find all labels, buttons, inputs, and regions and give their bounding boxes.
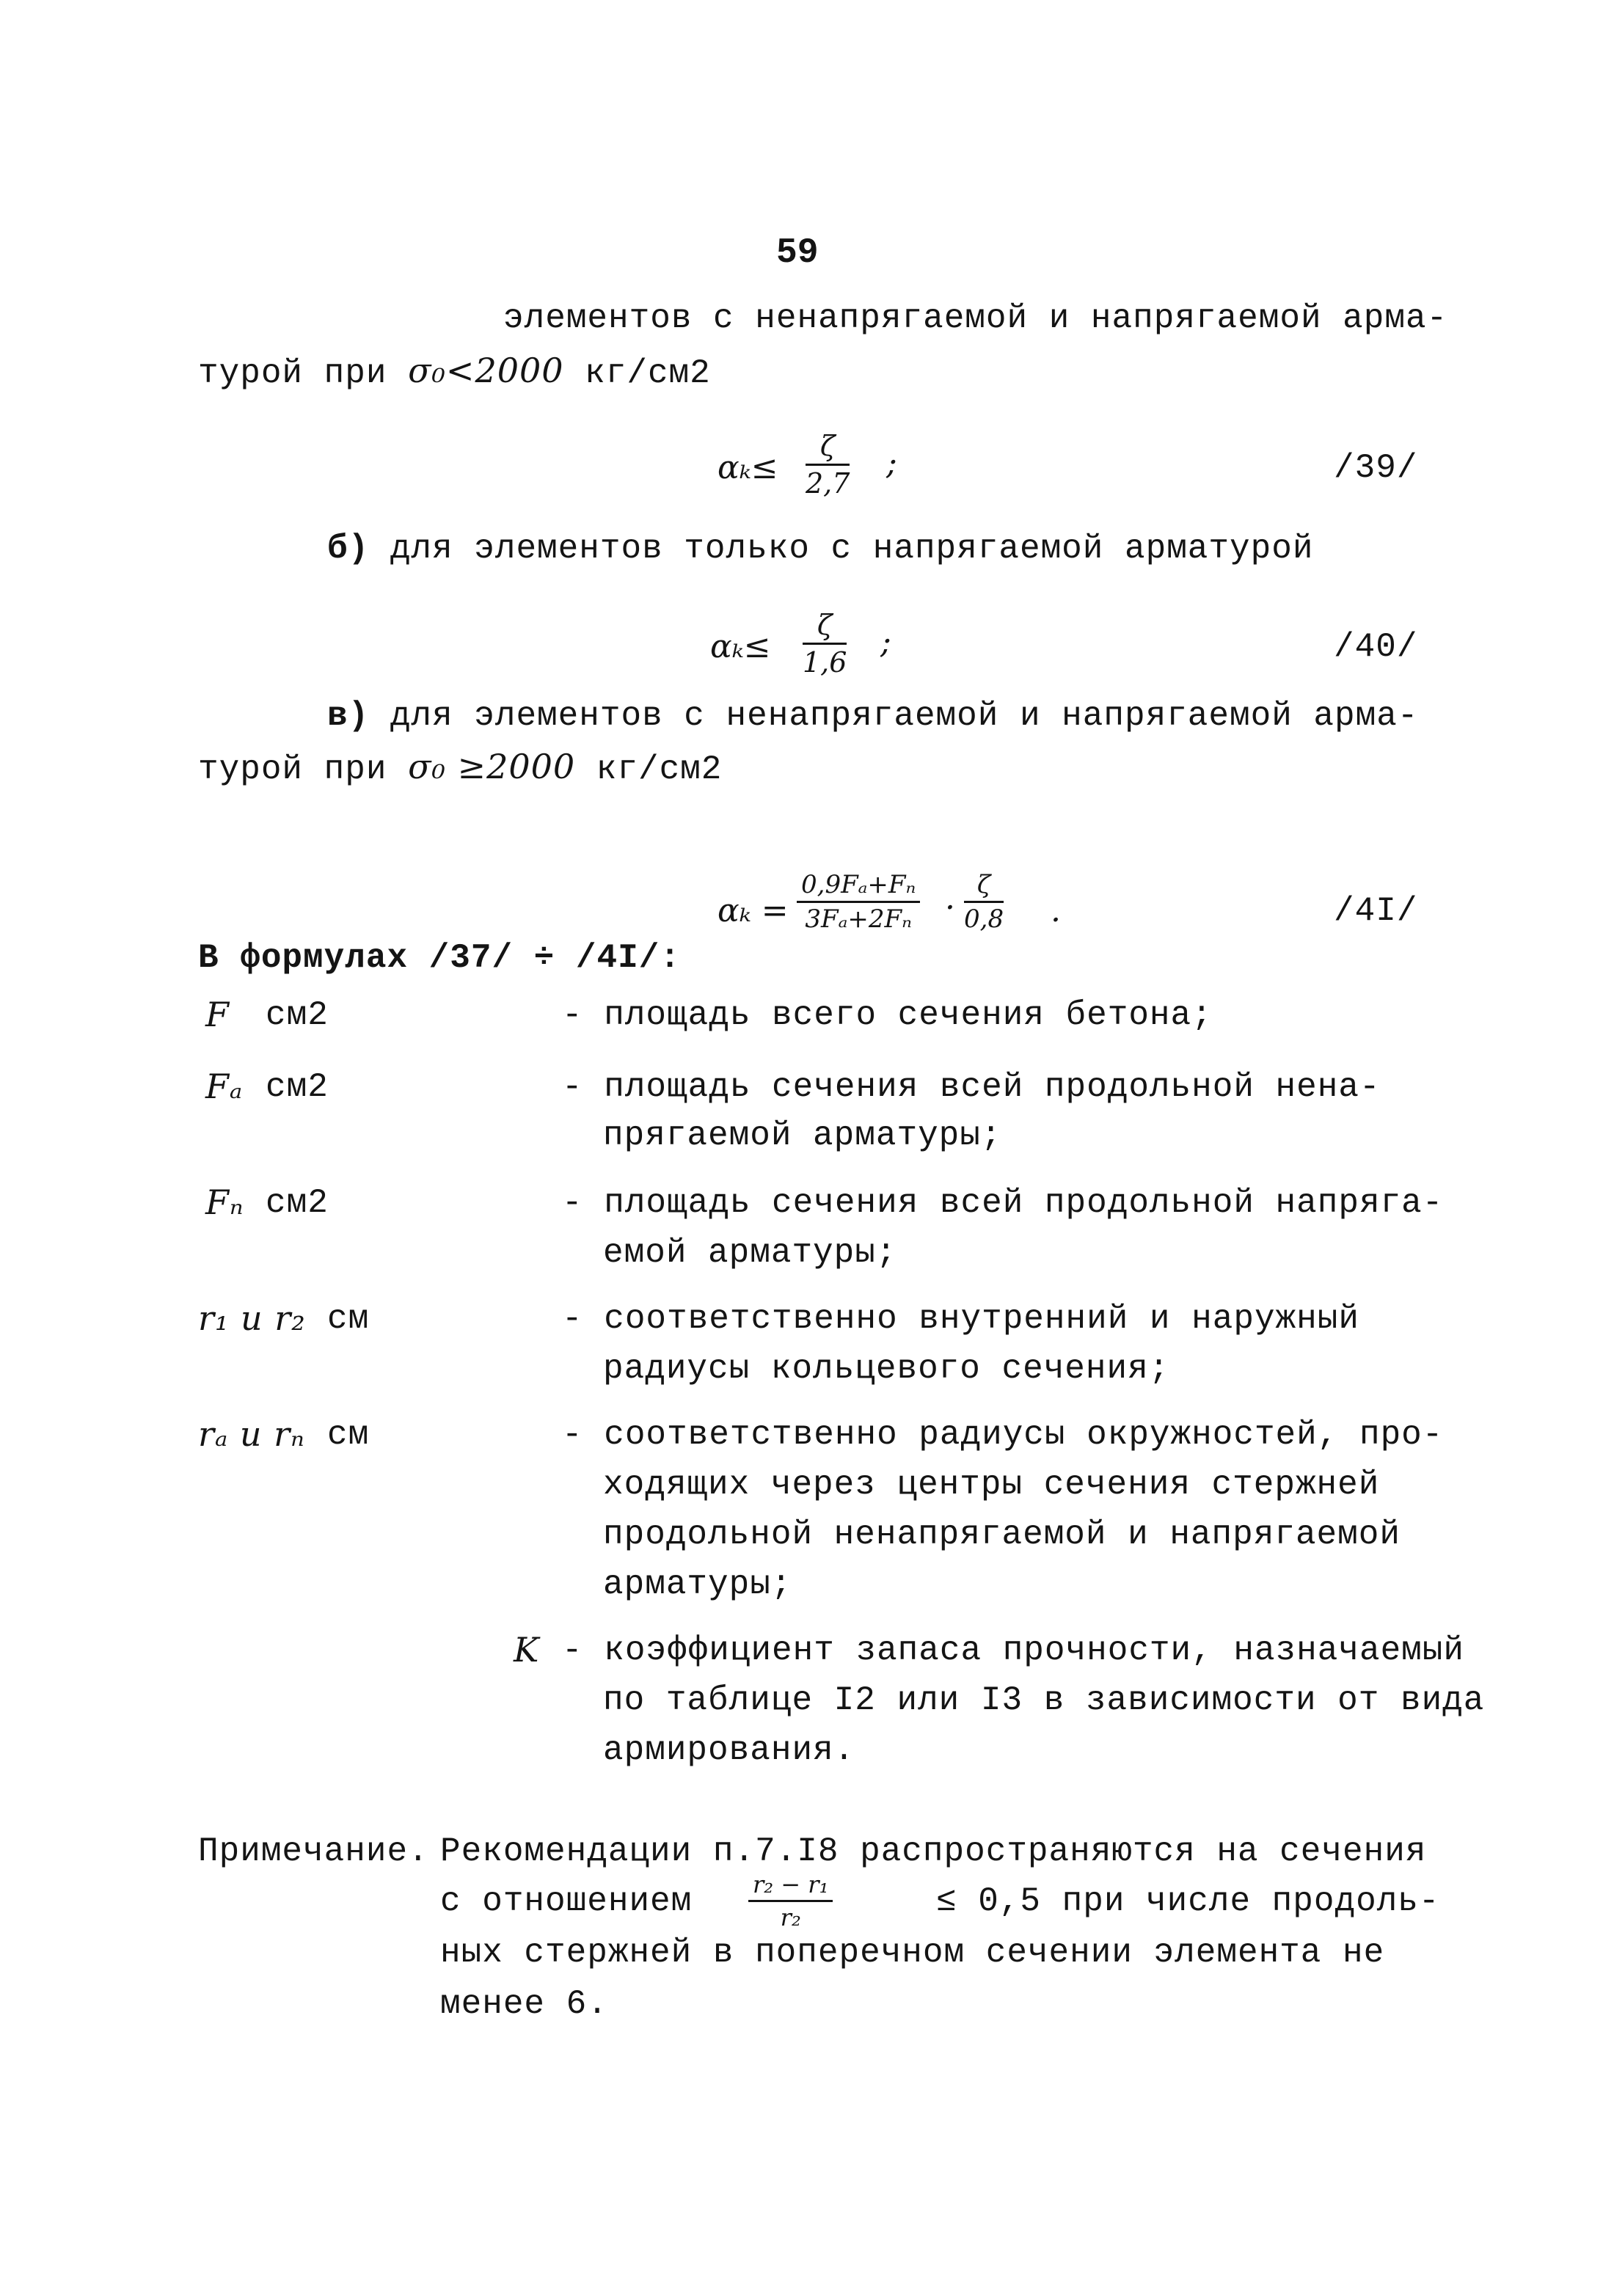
note-label: Примечание.: [198, 1832, 429, 1871]
intro-line-1: элементов с ненапрягаемой и напрягаемой арма-: [503, 299, 1448, 337]
definition-text: радиусы кольцевого сечения;: [603, 1350, 1170, 1388]
definition-text: - площадь сечения всей продольной напряга-: [562, 1184, 1444, 1222]
formula-41-lhs: αₖ =: [717, 892, 789, 929]
formula-41-denominator-1: 3Fₐ+2Fₙ: [805, 904, 912, 934]
definition-unit: см: [327, 1300, 370, 1338]
formula-40-tail: ;: [880, 624, 891, 661]
formula-41-dot: ·: [945, 889, 955, 926]
definition-symbol: r₁ и r₂: [198, 1298, 306, 1338]
definition-symbol: K: [514, 1630, 540, 1670]
definitions-heading: В формулах /37/ ÷ /4I/:: [198, 939, 681, 977]
item-v-text: для элементов с ненапрягаемой и напрягаемой арма-: [390, 697, 1419, 735]
intro-line-2-suffix: кг/см2: [585, 354, 711, 392]
note-line-3: ных стержней в поперечном сечении элемента не: [440, 1934, 1385, 1972]
definition-unit: см2: [266, 996, 329, 1034]
definition-text: по таблице I2 или I3 в зависимости от вида: [603, 1681, 1485, 1719]
formula-39-numerator: ζ: [806, 430, 850, 466]
definition-unit: см: [327, 1416, 370, 1454]
formula-39-tag: /39/: [1334, 449, 1418, 487]
note-line-2-suffix: ≤ 0,5 при числе продоль-: [936, 1882, 1440, 1920]
formula-40-numerator: ζ: [803, 609, 847, 645]
note-ratio-numerator: r₂ − r₁: [748, 1871, 833, 1902]
definition-text: прягаемой арматуры;: [603, 1116, 1002, 1155]
formula-41-numerator-1: 0,9Fₐ+Fₙ: [797, 870, 920, 903]
note-ratio-denominator: r₂: [780, 1904, 801, 1931]
formula-41-tag: /4I/: [1334, 892, 1418, 930]
note-ratio: [748, 1871, 833, 1931]
formula-40-fraction: [803, 609, 847, 679]
formula-40-denominator: 1,6: [803, 646, 847, 679]
item-v-line-1: [327, 697, 1418, 735]
page-number: 59: [776, 233, 819, 273]
definition-symbol: Fₐ: [205, 1067, 244, 1106]
formula-41-fraction-1: [797, 870, 920, 934]
note-line-1: Рекомендации п.7.I8 распространяются на сечения: [440, 1832, 1427, 1871]
definition-text: емой арматуры;: [603, 1234, 897, 1272]
item-v-line-2: [198, 747, 722, 789]
intro-line-2: [198, 351, 711, 392]
sigma-condition: σ₀<2000: [408, 351, 564, 390]
formula-39-denominator: 2,7: [806, 467, 850, 500]
definition-symbol: F: [205, 995, 230, 1034]
definition-symbol: rₐ и rₙ: [198, 1414, 305, 1454]
note-line-4: менее 6.: [440, 1985, 608, 2023]
definition-text: продольной ненапрягаемой и напрягаемой: [603, 1516, 1401, 1554]
definition-text: армирования.: [603, 1731, 855, 1769]
formula-41-fraction-2: [964, 870, 1004, 934]
item-v-label: в): [327, 697, 370, 735]
formula-39-fraction: [806, 430, 850, 500]
formula-39-lhs: αₖ≤: [717, 449, 778, 486]
definition-text: - соответственно радиусы окружностей, про-: [562, 1416, 1444, 1454]
intro-line-2-prefix: турой при: [198, 354, 387, 392]
item-v-line-2-suffix: кг/см2: [596, 750, 723, 789]
item-v-line-2-prefix: турой при: [198, 750, 387, 789]
item-v-sigma-condition: σ₀ ≥2000: [408, 747, 576, 786]
formula-39-tail: ;: [886, 445, 897, 482]
item-b: [327, 530, 1313, 568]
definition-unit: см2: [266, 1068, 329, 1106]
formula-41-numerator-2: ζ: [964, 870, 1004, 903]
definition-text: арматуры;: [603, 1565, 792, 1604]
item-b-text: для элементов только с напрягаемой арматурой: [390, 530, 1314, 568]
definition-text: - соответственно внутренний и наружный: [562, 1300, 1359, 1338]
formula-41-denominator-2: 0,8: [964, 904, 1004, 934]
definition-text: - площадь сечения всей продольной нена-: [562, 1068, 1381, 1106]
item-b-label: б): [327, 530, 370, 568]
note-line-2-prefix: с отношением: [440, 1882, 693, 1920]
definition-symbol: Fₙ: [205, 1182, 244, 1222]
formula-40-tag: /40/: [1334, 628, 1418, 666]
formula-40-lhs: αₖ≤: [710, 628, 771, 665]
formula-41-tail: .: [1051, 892, 1061, 929]
definition-text: ходящих через центры сечения стержней: [603, 1466, 1380, 1504]
definition-unit: см2: [266, 1184, 329, 1222]
definition-text: - площадь всего сечения бетона;: [562, 996, 1213, 1034]
definition-text: - коэффициент запаса прочности, назначаемый: [562, 1631, 1464, 1670]
